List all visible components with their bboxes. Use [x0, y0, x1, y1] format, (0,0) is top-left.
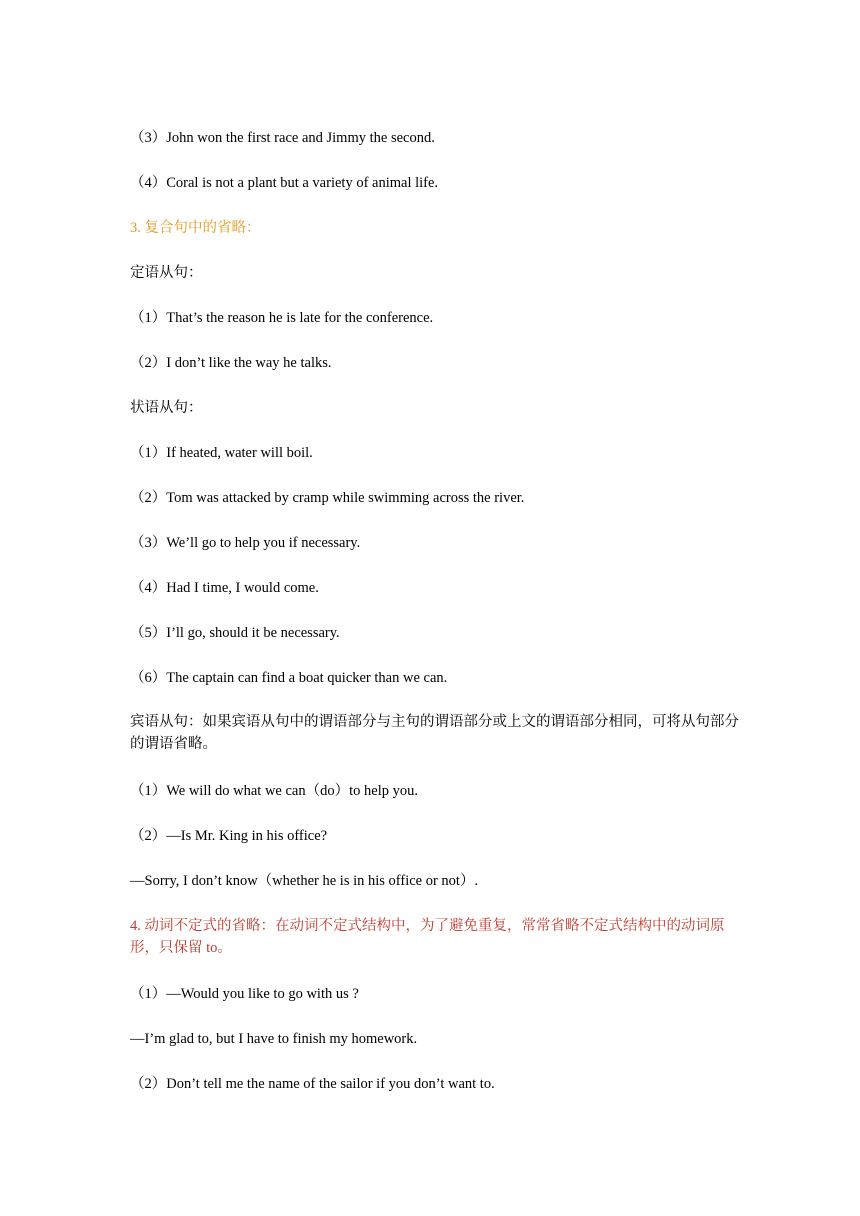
- example-line: （2）I don’t like the way he talks.: [130, 355, 332, 371]
- example-line: （1）That’s the reason he is late for the conference.: [130, 310, 434, 326]
- example-line: —Sorry, I don’t know（whether he is in his office or not）.: [130, 873, 479, 889]
- example-line: （1）—Would you like to go with us ?: [130, 986, 359, 1002]
- subsection-paragraph: 宾语从句：如果宾语从句中的谓语部分与主句的谓语部分或上文的谓语部分相同，可将从句部分的谓语省略。: [130, 714, 739, 752]
- example-line: （5）I’ll go, should it be necessary.: [130, 625, 340, 641]
- example-line: （3）We’ll go to help you if necessary.: [130, 535, 361, 551]
- example-line: （1）We will do what we can（do）to help you.: [130, 783, 418, 799]
- section-heading: 3. 复合句中的省略：: [130, 220, 261, 236]
- example-line: （3）John won the first race and Jimmy the second.: [130, 130, 435, 146]
- example-line: （6）The captain can find a boat quicker than we can.: [130, 670, 448, 686]
- subsection-label: 状语从句：: [130, 400, 203, 416]
- example-line: （4）Coral is not a plant but a variety of animal life.: [130, 175, 439, 191]
- example-line: （4）Had I time, I would come.: [130, 580, 319, 596]
- subsection-label: 定语从句：: [130, 265, 203, 281]
- section-heading: 4. 动词不定式的省略：在动词不定式结构中，为了避免重复，常常省略不定式结构中的动词原形，只保留 to。: [130, 918, 725, 956]
- example-line: （2）Tom was attacked by cramp while swimming across the river.: [130, 490, 525, 506]
- example-line: （2）—Is Mr. King in his office?: [130, 828, 328, 844]
- example-line: （2）Don’t tell me the name of the sailor if you don’t want to.: [130, 1076, 495, 1092]
- example-line: （1）If heated, water will boil.: [130, 445, 313, 461]
- example-line: —I’m glad to, but I have to finish my homework.: [130, 1031, 418, 1047]
